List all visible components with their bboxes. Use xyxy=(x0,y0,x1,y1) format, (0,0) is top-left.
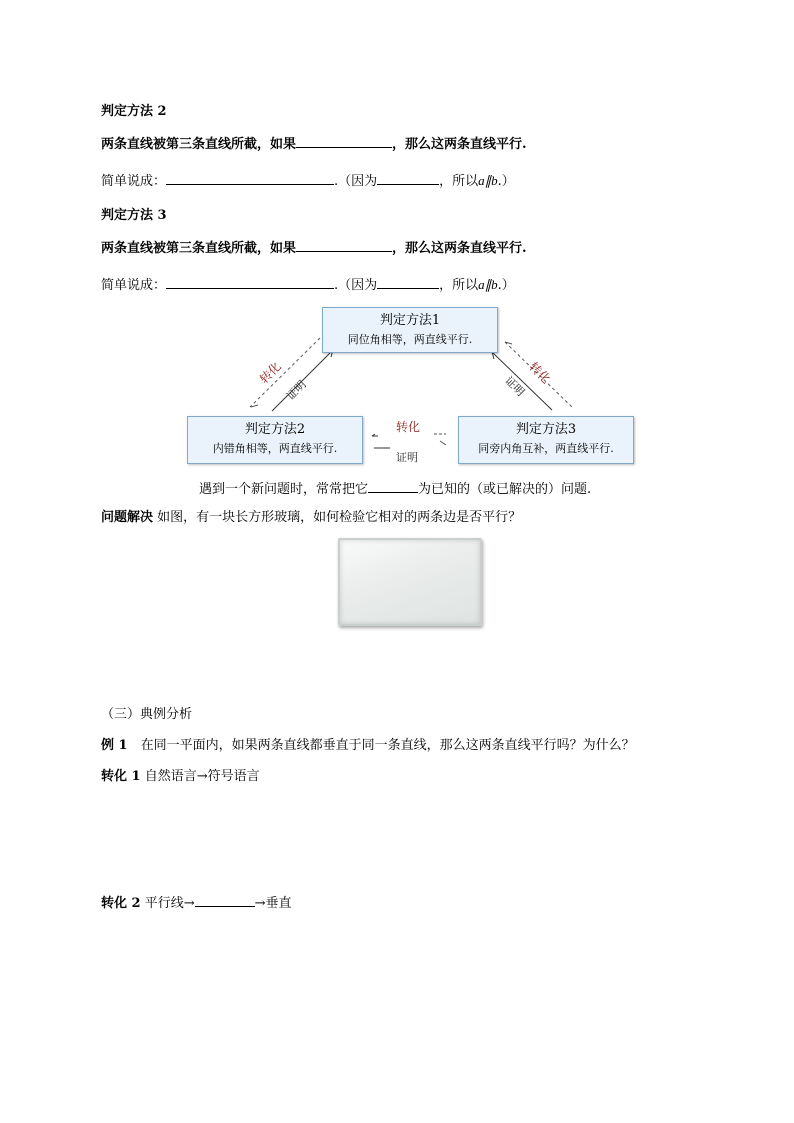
problem-line xyxy=(101,509,521,527)
left-transform-label: 转化 xyxy=(256,359,284,387)
method2-brief-post: ，所以 xyxy=(439,174,479,189)
transform1-text: 自然语言→符号语言 xyxy=(140,769,260,784)
bottom-transform-label: 转化 xyxy=(396,420,421,434)
method3-heading: 判定方法 3 xyxy=(101,208,167,223)
method2-ab: a∥b xyxy=(478,173,498,188)
transform2-blank[interactable] xyxy=(195,893,255,907)
transform1-line xyxy=(101,768,260,786)
transform2-pre: 平行线→ xyxy=(140,896,195,911)
method1-box-title: 判定方法1 xyxy=(379,313,441,328)
problem-text: 如图，有一块长方形玻璃，如何检验它相对的两条边是否平行？ xyxy=(153,510,522,525)
glass-pane-image xyxy=(338,538,482,626)
method3-brief-end: .） xyxy=(497,278,515,293)
method3-brief-mid: .（因为 xyxy=(334,278,378,293)
right-transform-label: 转化 xyxy=(526,359,554,387)
caption-pre: 遇到一个新问题时，常常把它 xyxy=(199,482,369,497)
problem-label: 问题解决 xyxy=(101,510,154,525)
method2-brief-label: 简单说成： xyxy=(101,174,167,189)
transform2-post: →垂直 xyxy=(254,896,292,911)
method2-brief-mid: .（因为 xyxy=(334,174,378,189)
right-prove-label: 证明 xyxy=(502,373,528,399)
transform1-label: 转化 1 xyxy=(101,769,141,784)
method2-statement-post: ，那么这两条直线平行. xyxy=(392,137,527,152)
method1-box xyxy=(322,307,498,353)
example-heading: （三）典例分析 xyxy=(101,707,193,722)
transform2-line xyxy=(101,893,292,913)
method2-heading: 判定方法 2 xyxy=(101,104,167,119)
method3-brief-label: 简单说成： xyxy=(101,278,167,293)
method2-box-desc: 内错角相等，两直线平行. xyxy=(212,442,338,455)
method1-box-desc: 同位角相等，两直线平行. xyxy=(347,333,473,346)
bottom-prove-label: 证明 xyxy=(396,451,418,464)
transform2-label: 转化 2 xyxy=(101,896,141,911)
caption-post: 为已知的（或已解决的）问题. xyxy=(418,482,592,497)
method2-box xyxy=(187,416,363,464)
example1-label: 例 1 xyxy=(101,738,128,753)
left-prove-label: 证明 xyxy=(283,377,309,403)
method2-brief-end: .） xyxy=(497,174,515,189)
method3-box-title: 判定方法3 xyxy=(515,422,577,437)
method3-statement-pre: 两条直线被第三条直线所截，如果 xyxy=(101,241,297,256)
method2-box-title: 判定方法2 xyxy=(244,422,306,437)
method2-statement-pre: 两条直线被第三条直线所截，如果 xyxy=(101,137,297,152)
method3-box-desc: 同旁内角互补，两直线平行. xyxy=(478,442,614,455)
example1-text: 在同一平面内，如果两条直线都垂直于同一条直线，那么这两条直线平行吗？为什么？ xyxy=(127,738,635,753)
caption-blank[interactable] xyxy=(368,479,418,493)
diagram-arrows xyxy=(0,0,794,470)
diagram-caption xyxy=(199,479,591,499)
method3-statement-post: ，那么这两条直线平行. xyxy=(392,241,527,256)
method3-box xyxy=(458,416,634,464)
method3-brief-post: ，所以 xyxy=(439,278,479,293)
example1-line xyxy=(101,737,635,755)
method3-ab: a∥b xyxy=(478,277,498,292)
